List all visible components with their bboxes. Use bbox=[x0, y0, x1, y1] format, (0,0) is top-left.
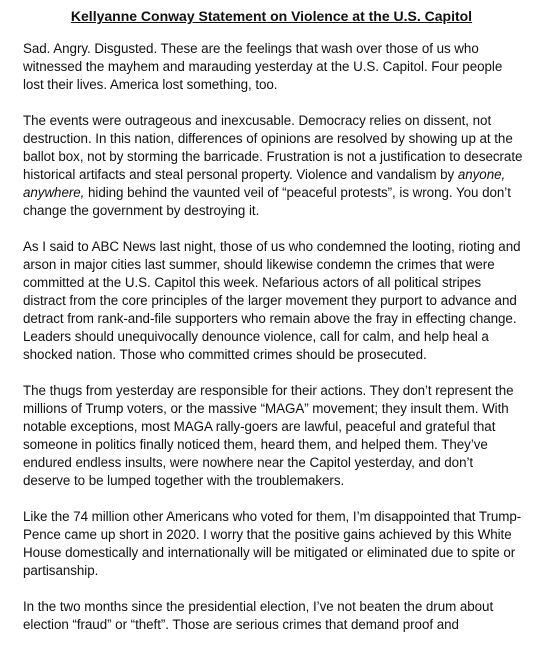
paragraph-6: In the two months since the presidential election, I’ve not beaten the drum about election “fraud” or “theft”. Those are serious crimes that demand proof and bbox=[23, 599, 494, 632]
paragraph-1: Sad. Angry. Disgusted. These are the feelings that wash over those of us who witnessed the mayhem and marauding yesterday at the U.S. Capitol. Four people lost their lives. America lost something, too. bbox=[23, 41, 503, 92]
paragraph-2 bbox=[23, 112, 523, 220]
document-body bbox=[23, 40, 523, 652]
paragraph-2-text-after: hiding behind the vaunted veil of “peaceful protests”, is wrong. You don’t change the government by destroying it. bbox=[23, 185, 511, 218]
paragraph-3: As I said to ABC News last night, those of us who condemned the looting, rioting and arson in major cities last summer, should likewise condemn the crimes that were committed at the U.S. Capitol this week. Nefarious actors of all political stripes distract from the core principles of the larger movement they purport to advance and detract from rank-and-file supporters who remain above the fray in effecting change. Leaders should unequivocally denounce violence, call for calm, and help heal a shocked nation. Those who committed crimes should be prosecuted. bbox=[23, 239, 521, 362]
paragraph-4: The thugs from yesterday are responsible for their actions. They don’t represent the millions of Trump voters, or the massive “MAGA” movement; they insult them. With notable exceptions, most MAGA rally-goers are lawful, peaceful and grateful that someone in politics finally noticed them, heard them, and helped them. They’ve endured endless insults, were nowhere near the Capitol yesterday, and don’t deserve to be lumped together with the troublemakers. bbox=[23, 383, 514, 488]
document-title: Kellyanne Conway Statement on Violence at the U.S. Capitol bbox=[70, 8, 473, 24]
paragraph-5: Like the 74 million other Americans who voted for them, I’m disappointed that Trump-Pence came up short in 2020. I worry that the positive gains achieved by this White House domestically and internationally will be mitigated or eliminated due to spite or partisanship. bbox=[23, 509, 522, 578]
paragraph-2-text-before: The events were outrageous and inexcusable. Democracy relies on dissent, not destruction. In this nation, differences of opinions are resolved by showing up at the ballot box, not by storming the barricade. Frustration is not a justification to desecrate historical artifacts and steal personal property. Violence and vandalism by bbox=[23, 113, 523, 182]
paragraph-2-italic-text: anyone, anywhere, bbox=[23, 167, 506, 200]
